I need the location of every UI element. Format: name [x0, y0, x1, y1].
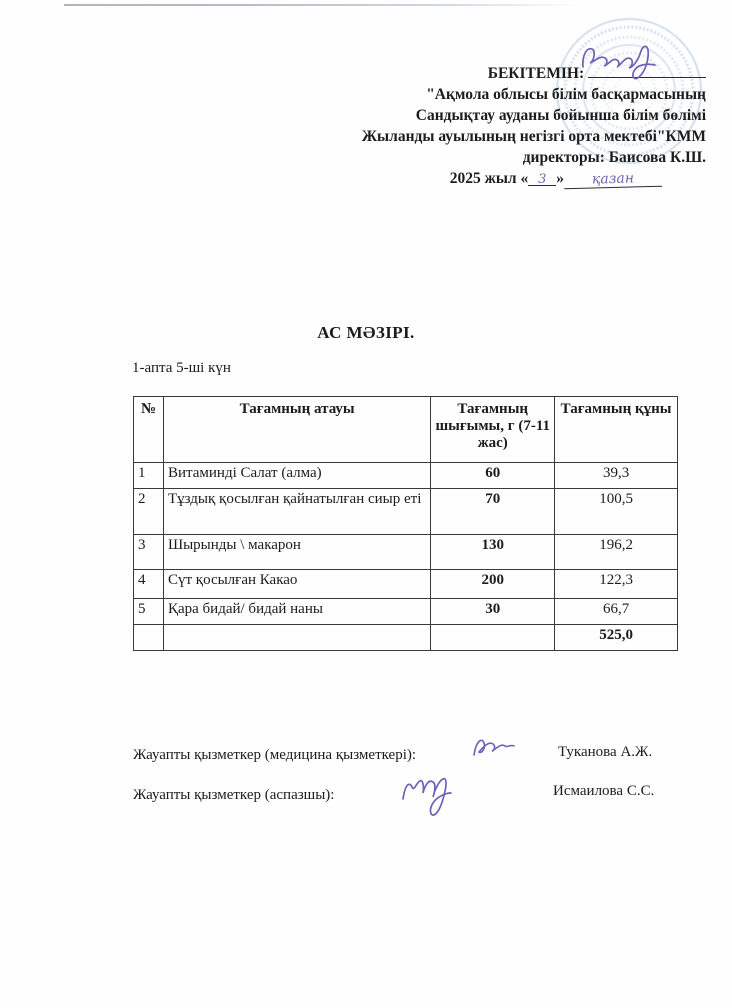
empty-cell: [134, 625, 164, 651]
medical-worker-label: Жауапты қызметкер (медицина қызметкері):: [133, 747, 417, 763]
total-cost: 525,0: [555, 625, 678, 651]
row-number: 5: [134, 599, 164, 625]
dish-name: Тұздық қосылған қайнатылған сиыр еті: [163, 489, 430, 535]
dish-output: 70: [431, 489, 555, 535]
director-signature: [578, 36, 670, 82]
handwritten-day: 3: [538, 172, 547, 187]
dish-cost: 39,3: [555, 463, 678, 489]
dish-output: 130: [431, 535, 555, 570]
org-line-3: Жыланды ауылының негізгі орта мектебі"КММ: [361, 128, 706, 145]
approval-line: [362, 63, 706, 84]
empty-cell: [163, 625, 430, 651]
week-day-subtitle: 1-апта 5-ші күн: [132, 360, 231, 376]
org-line-4: директоры: Баисова К.Ш.: [522, 149, 706, 166]
cook-label: Жауапты қызметкер (аспазшы):: [133, 787, 335, 803]
row-number: 2: [134, 489, 164, 535]
document-title: АС МӘЗІРІ.: [317, 323, 415, 342]
cook-name: Исмаилова С.С.: [553, 783, 655, 799]
dish-output: 60: [431, 463, 555, 489]
dish-name: Шырынды \ макарон: [163, 535, 430, 570]
header-dish-name: Тағамның атауы: [163, 397, 430, 463]
table-row: [134, 463, 678, 489]
dish-name: Витаминді Салат (алма): [163, 463, 430, 489]
menu-table: [133, 396, 678, 651]
approval-block: [362, 63, 706, 189]
row-number: 1: [134, 463, 164, 489]
dish-cost: 196,2: [555, 535, 678, 570]
row-number: 3: [134, 535, 164, 570]
header-number: №: [134, 397, 164, 463]
header-output-grams: Тағамның шығымы, г (7-11 жас): [431, 397, 555, 463]
table-row: [134, 489, 678, 535]
org-line-2: Сандықтау ауданы бойынша білім бөлімі: [415, 107, 706, 124]
medical-worker-name: Туканова А.Ж.: [558, 744, 653, 760]
director-signature-line: [588, 63, 706, 78]
table-row: [134, 570, 678, 599]
dish-cost: 122,3: [555, 570, 678, 599]
dish-name: Сүт қосылған Какао: [163, 570, 430, 599]
handwritten-month: қазан: [591, 170, 635, 188]
row-number: 4: [134, 570, 164, 599]
table-header-row: [134, 397, 678, 463]
org-line-1: "Ақмола облысы білім басқармасының: [426, 86, 706, 103]
approval-date-line: [362, 168, 706, 189]
dish-name: Қара бидай/ бидай наны: [163, 599, 430, 625]
cook-signature: [398, 768, 456, 818]
medical-worker-signature: [468, 731, 520, 765]
dish-cost: 100,5: [555, 489, 678, 535]
scanner-edge-artifact: [64, 4, 576, 6]
dish-output: 200: [431, 570, 555, 599]
table-row: [134, 599, 678, 625]
table-row: [134, 535, 678, 570]
date-close-quote: »: [556, 170, 564, 187]
total-row: [134, 625, 678, 651]
approval-label: БЕКІТЕМІН:: [487, 65, 585, 82]
dish-output: 30: [431, 599, 555, 625]
empty-cell: [431, 625, 555, 651]
header-cost: Тағамның құны: [555, 397, 678, 463]
date-prefix: 2025 жыл «: [449, 170, 529, 187]
dish-cost: 66,7: [555, 599, 678, 625]
